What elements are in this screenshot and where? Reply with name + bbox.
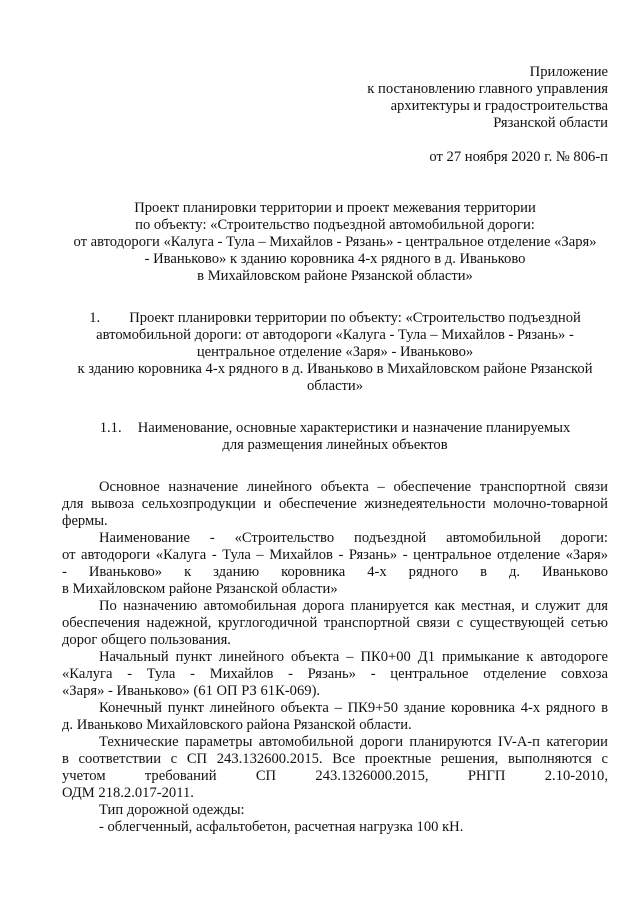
paragraph-end-point — [62, 700, 608, 734]
appendix-header — [62, 64, 608, 166]
text-line: Основное назначение линейного объекта – обеспечение транспортной связи — [99, 479, 608, 495]
text-line: фермы. — [62, 513, 108, 529]
title-line: от автодороги «Калуга - Тула – Михайлов - Рязань» - центральное отделение «Заря» — [73, 234, 597, 250]
text-line: Конечный пункт линейного объекта – ПК9+50 здание коровника 4-х рядного в — [99, 700, 608, 716]
section-line: к зданию коровника 4-х рядного в д. Иваньково в Михайловском районе Рязанской — [77, 361, 593, 377]
text-line: Начальный пункт линейного объекта – ПК0+00 Д1 примыкание к автодороге — [99, 649, 608, 665]
section-1-heading — [62, 310, 608, 395]
text-line: для вывоза сельхозпродукции и обеспечение жизнедеятельности молочно-товарной — [62, 496, 608, 512]
text-line: - облегченный, асфальтобетон, расчетная нагрузка 100 кН. — [99, 819, 464, 835]
text-line: от автодороги «Калуга - Тула – Михайлов - Рязань» - центральное отделение «Заря» — [62, 547, 608, 563]
section-1-1-heading — [62, 420, 608, 454]
appendix-line: архитектуры и градостроительства — [390, 98, 608, 114]
title-line: - Иваньково» к зданию коровника 4-х рядного в д. Иваньково — [144, 251, 526, 267]
text-line: в соответствии с СП 243.132600.2015. Все проектные решения, выполняются с — [62, 751, 608, 767]
title-line: Проект планировки территории и проект межевания территории — [134, 200, 536, 216]
title-line: по объекту: «Строительство подъездной автомобильной дороги: — [135, 217, 535, 233]
text-line: - Иваньково» к зданию коровника 4-х рядного в д. Иваньково — [62, 564, 608, 580]
text-line: дорог общего пользования. — [62, 632, 231, 648]
text-line: учетом требований СП 243.1326000.2015, РНГП 2.10-2010, — [62, 768, 608, 784]
subsection-line: для размещения линейных объектов — [222, 437, 448, 453]
document-title — [62, 200, 608, 285]
paragraph-function — [62, 598, 608, 649]
paragraph-tech-params — [62, 734, 608, 802]
paragraph-start-point — [62, 649, 608, 700]
text-line: Технические параметры автомобильной дороги планируются IV-А-п категории — [99, 734, 608, 750]
decree-date: от 27 ноября 2020 г. № 806-п — [429, 149, 608, 165]
section-number: 1. — [89, 310, 101, 326]
text-line: «Калуга - Тула - Михайлов - Рязань» - центральное отделение совхоза — [62, 666, 608, 682]
section-line: Проект планировки территории по объекту: «Строительство подъездной — [129, 310, 581, 326]
subsection-number: 1.1. — [99, 420, 122, 436]
text-line: «Заря» - Иваньково» (61 ОП РЗ 61К-069). — [62, 683, 321, 699]
section-line: центральное отделение «Заря» - Иваньково» — [196, 344, 474, 360]
appendix-line: Приложение — [529, 64, 608, 80]
paragraph-purpose — [62, 479, 608, 530]
body-text — [62, 479, 608, 836]
appendix-line: Рязанской области — [493, 115, 608, 131]
subsection-line: Наименование, основные характеристики и назначение планируемых — [137, 420, 571, 436]
appendix-line: к постановлению главного управления — [367, 81, 608, 97]
title-line: в Михайловском районе Рязанской области» — [197, 268, 473, 284]
document-page — [62, 64, 608, 836]
section-line: области» — [306, 378, 364, 394]
text-line: ОДМ 218.2.017-2011. — [62, 785, 194, 801]
text-line: д. Иваньково Михайловского района Рязанской области. — [62, 717, 412, 733]
text-line: Наименование - «Строительство подъездной автомобильной дороги: — [99, 530, 608, 546]
paragraph-pavement-desc — [62, 819, 608, 836]
section-line: автомобильной дороги: от автодороги «Калуга - Тула – Михайлов - Рязань» - — [96, 327, 574, 343]
text-line: По назначению автомобильная дорога планируется как местная, и служит для — [99, 598, 608, 614]
text-line: Тип дорожной одежды: — [99, 802, 245, 818]
paragraph-name — [62, 530, 608, 598]
paragraph-pavement-type — [62, 802, 608, 819]
text-line: в Михайловском районе Рязанской области» — [62, 581, 338, 597]
text-line: обеспечения надежной, круглогодичной транспортной связи с существующей сетью — [62, 615, 608, 631]
